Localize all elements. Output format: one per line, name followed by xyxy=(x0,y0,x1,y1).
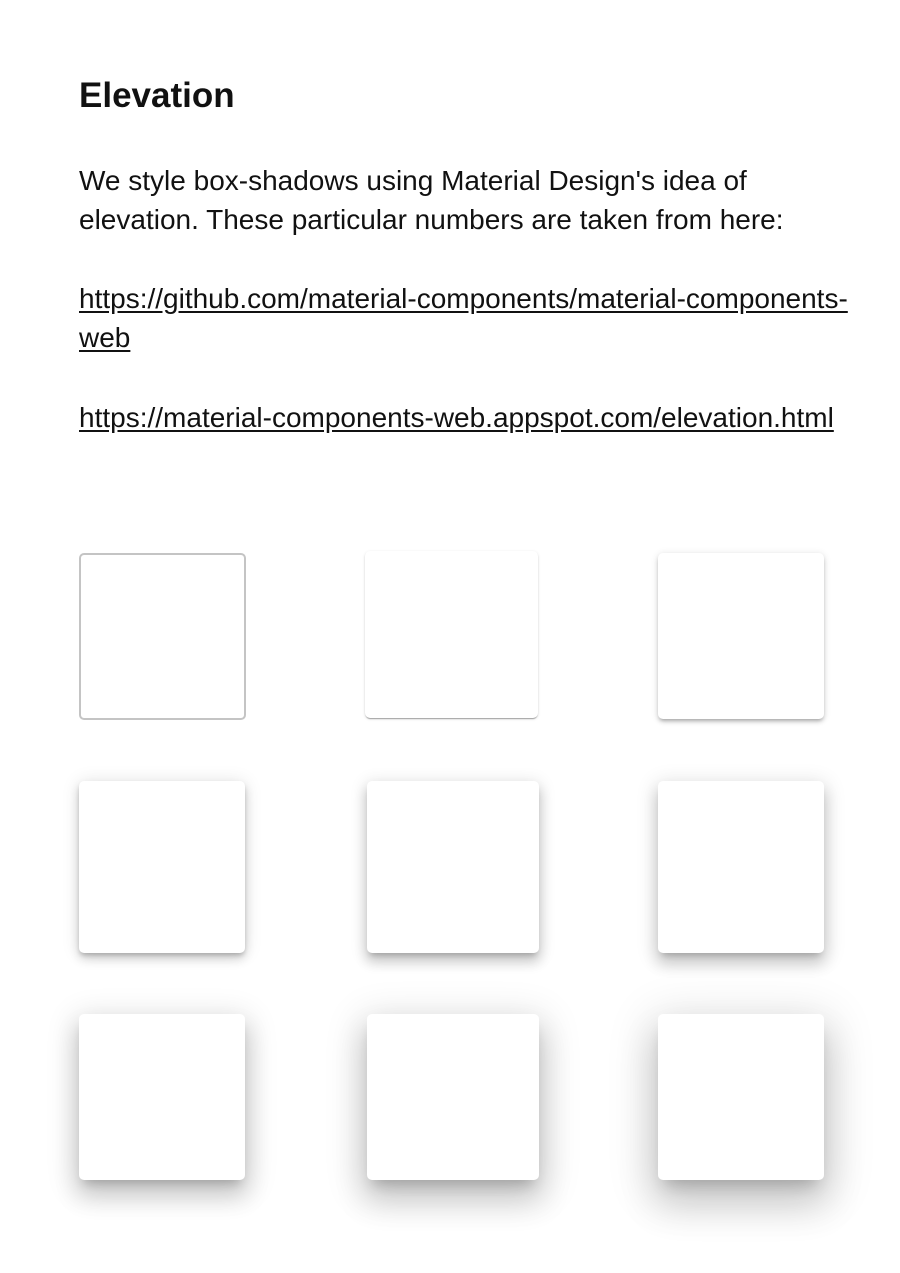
elevation-tile-outlined xyxy=(79,553,246,720)
elevation-tile xyxy=(367,1014,539,1180)
elevation-tile xyxy=(658,781,824,953)
elevation-tile xyxy=(79,1014,245,1180)
page-title: Elevation xyxy=(79,76,235,115)
elevation-tile xyxy=(658,553,824,719)
elevation-tile xyxy=(367,781,539,953)
elevation-tile xyxy=(365,551,538,718)
elevation-tile xyxy=(79,781,245,953)
github-link[interactable]: https://github.com/material-components/material-components-web xyxy=(79,283,848,353)
elevation-tile xyxy=(658,1014,824,1180)
elevation-demo-link[interactable]: https://material-components-web.appspot.com/elevation.html xyxy=(79,402,834,433)
intro-paragraph: We style box-shadows using Material Design's idea of elevation. These particular numbers are taken from here: xyxy=(79,165,784,235)
